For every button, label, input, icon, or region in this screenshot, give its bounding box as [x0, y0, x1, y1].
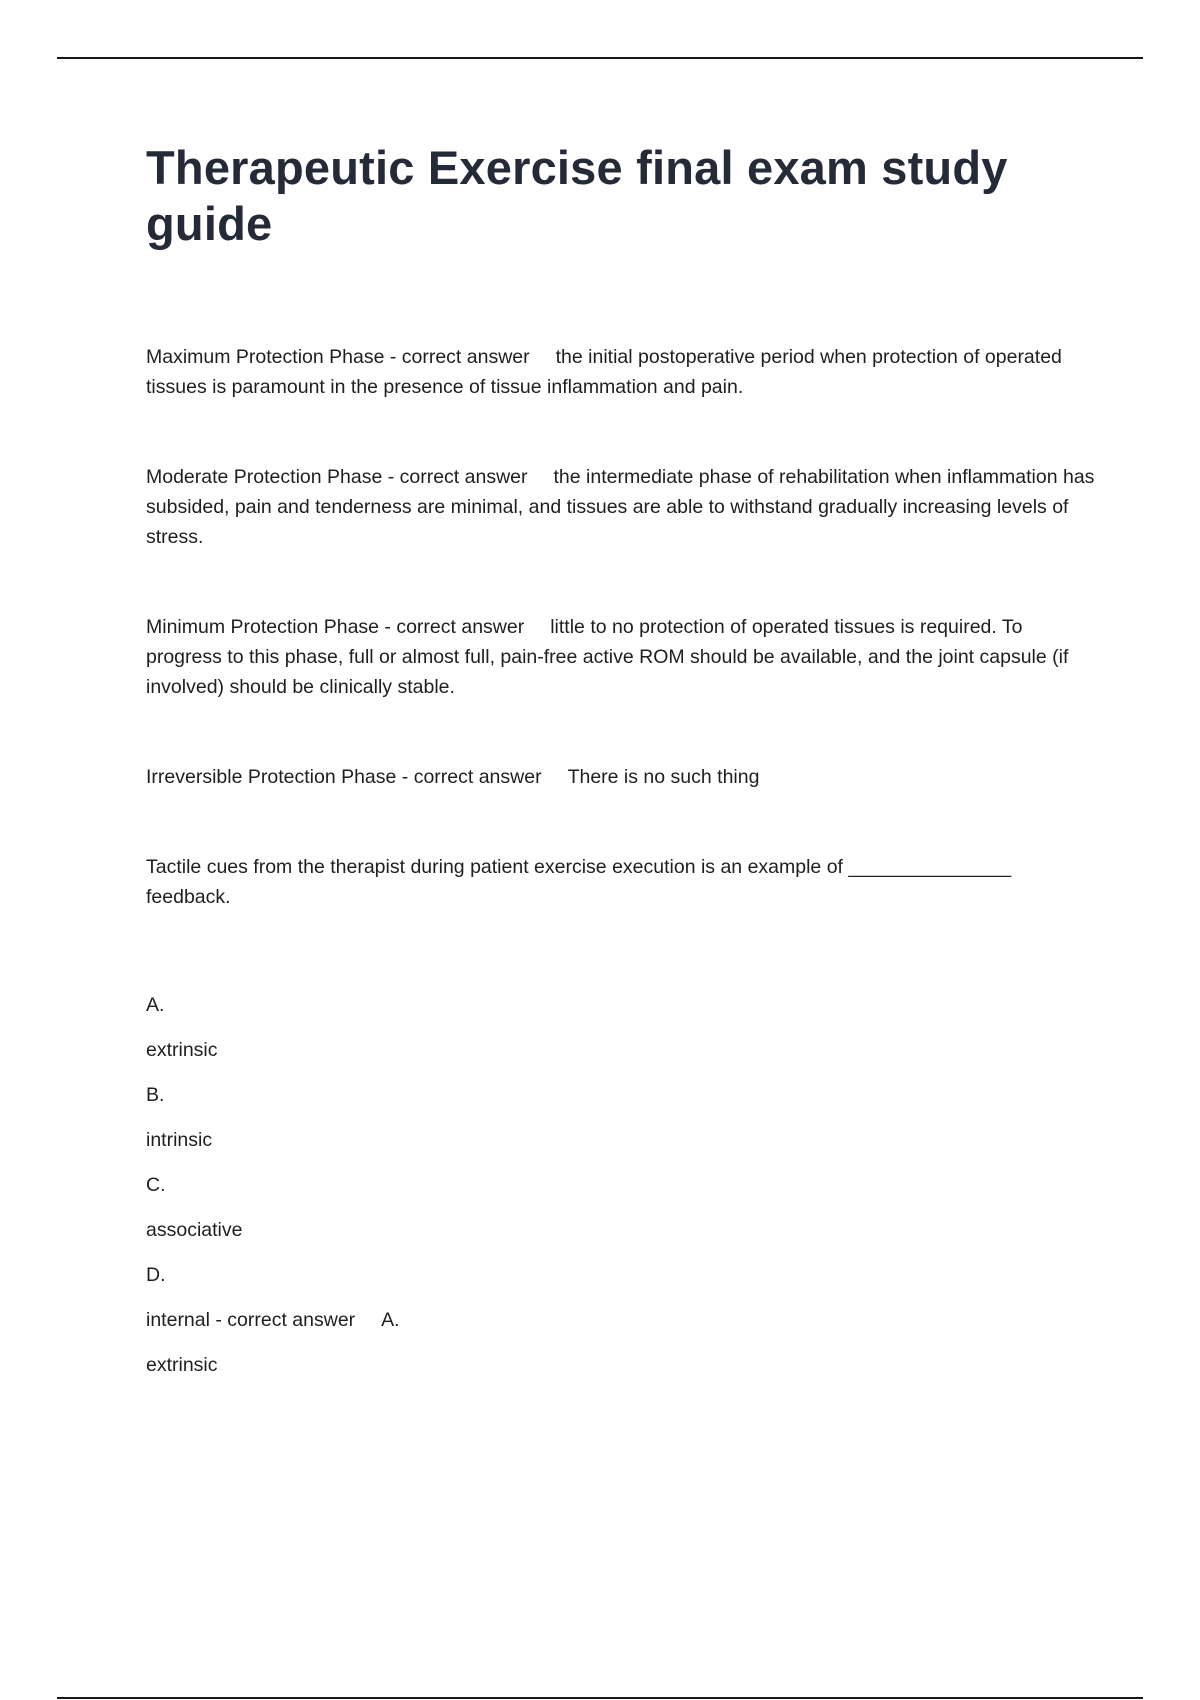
flashcard-definition: the initial postoperative period when protection of operated tissues is paramount in the presence of tissue inflammation and pain.	[146, 346, 1062, 398]
option-text-b: intrinsic	[146, 1129, 213, 1151]
flashcard-definition: the intermediate phase of rehabilitation when inflammation has subsided, pain and tenderness are minimal, and tissues are able to withstand gradually increasing levels of stress.	[146, 466, 1095, 548]
question-text: Tactile cues from the therapist during patient exercise execution is an example of _______________ feedback.	[146, 856, 1012, 908]
flashcard-term: Minimum Protection Phase - correct answer	[146, 616, 525, 638]
flashcard-definition: There is no such thing	[567, 766, 760, 788]
option-letter-c: C.	[146, 1174, 166, 1196]
option-letter-d: D.	[146, 1264, 166, 1286]
option-text-c: associative	[146, 1219, 243, 1241]
flashcard-term: Moderate Protection Phase - correct answer	[146, 466, 528, 488]
answer-label: internal - correct answer	[146, 1309, 356, 1331]
flashcard-item	[146, 762, 1096, 792]
bottom-rule	[57, 1697, 1143, 1699]
answer-value: A.	[381, 1309, 400, 1331]
flashcard-item	[146, 342, 1096, 402]
option-letter-a: A.	[146, 994, 165, 1016]
document-body	[146, 140, 1096, 1395]
question-options	[146, 990, 1096, 1380]
flashcard-item	[146, 462, 1096, 552]
flashcard-list	[146, 342, 1096, 912]
option-letter-b: B.	[146, 1084, 165, 1106]
answer-line	[146, 1305, 1096, 1335]
flashcard-term: Irreversible Protection Phase - correct answer	[146, 766, 542, 788]
top-rule	[57, 57, 1143, 59]
flashcard-term: Maximum Protection Phase - correct answer	[146, 346, 530, 368]
document-title: Therapeutic Exercise final exam study guide	[146, 141, 1008, 250]
option-text-a: extrinsic	[146, 1039, 218, 1061]
flashcard-item	[146, 612, 1096, 702]
answer-text: extrinsic	[146, 1354, 218, 1376]
flashcard-definition: little to no protection of operated tissues is required. To progress to this phase, full or almost full, pain-free active ROM should be available, and the joint capsule (if involved) should be clinically stable.	[146, 616, 1069, 698]
